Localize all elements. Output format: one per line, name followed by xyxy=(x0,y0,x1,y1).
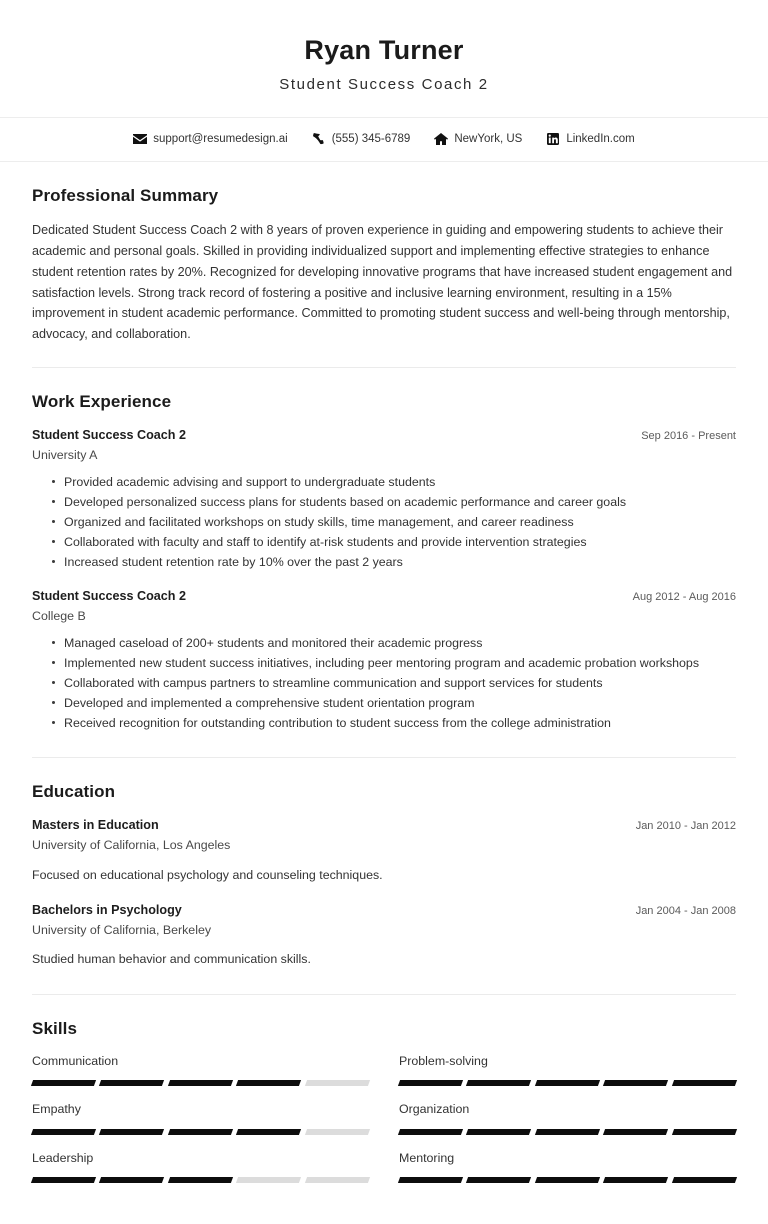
envelope-icon xyxy=(133,133,147,146)
education-entry-date: Jan 2004 - Jan 2008 xyxy=(635,904,736,917)
skill-segment-empty xyxy=(236,1177,302,1183)
work-bullet: Organized and facilitated workshops on study skills, time management, and career readiness xyxy=(54,512,736,532)
section-title-work-experience: Work Experience xyxy=(32,392,172,412)
skill-segment-filled xyxy=(672,1129,738,1135)
work-entry-position: Student Success Coach 2 xyxy=(32,589,186,604)
work-entry-organization: University A xyxy=(32,448,98,463)
contact-phone-label: (555) 345-6789 xyxy=(331,133,411,146)
skill-segment-filled xyxy=(672,1177,738,1183)
skill-segment-filled xyxy=(535,1080,601,1086)
skill-segment-empty xyxy=(305,1080,371,1086)
section-title-skills: Skills xyxy=(32,1019,78,1039)
education-entry-school: University of California, Los Angeles xyxy=(32,838,231,853)
section-skills xyxy=(0,995,768,1224)
skill-segment-filled xyxy=(535,1129,601,1135)
skill-segment-empty xyxy=(305,1129,371,1135)
work-bullet: Collaborated with faculty and staff to identify at-risk students and provide intervention strategies xyxy=(54,532,736,552)
skill-rating-bar xyxy=(32,1177,369,1183)
work-bullet: Implemented new student success initiatives, including peer mentoring program and academic probation workshops xyxy=(54,653,736,673)
skill-rating-bar xyxy=(399,1177,736,1183)
skills-grid xyxy=(32,1053,736,1224)
skill-segment-filled xyxy=(168,1080,234,1086)
work-entry-bullets xyxy=(32,633,736,733)
skill-segment-filled xyxy=(99,1080,165,1086)
education-entry-description: Focused on educational psychology and counseling techniques. xyxy=(32,867,383,882)
skill-item xyxy=(399,1053,736,1101)
education-entry-description: Studied human behavior and communication skills. xyxy=(32,952,311,967)
work-bullet: Provided academic advising and support to undergraduate students xyxy=(54,472,736,492)
skill-label: Mentoring xyxy=(399,1150,455,1165)
education-entry-header xyxy=(32,816,736,835)
linkedin-icon xyxy=(546,133,560,146)
resume-header xyxy=(0,0,768,117)
skill-segment-empty xyxy=(305,1177,371,1183)
skill-rating-bar xyxy=(32,1080,369,1086)
work-entry-header xyxy=(32,587,736,606)
skill-rating-bar xyxy=(32,1129,369,1135)
skill-item xyxy=(399,1101,736,1149)
contact-item-location[interactable] xyxy=(434,133,522,146)
education-entry xyxy=(32,888,736,972)
skill-segment-filled xyxy=(31,1177,97,1183)
professional-summary-text: Dedicated Student Success Coach 2 with 8 years of proven experience in guiding and empowering students to achieve their academic and personal goals. Skilled in providing individualized support and implementing effective strategies to enhance student retention rates by 20%. Recognized for developing innovative programs that have increased student engagement and satisfaction levels. Strong track record of fostering a positive and inclusive learning environment, resulting in a 15% improvement in student academic performance. Committed to promoting student success and well-being through mentorship, advocacy, and collaboration. xyxy=(32,222,733,342)
work-bullet: Developed and implemented a comprehensive student orientation program xyxy=(54,693,736,713)
home-icon xyxy=(434,133,448,146)
contact-bar xyxy=(0,117,768,162)
education-entries xyxy=(32,816,736,994)
contact-item-email[interactable] xyxy=(133,133,287,146)
work-bullet: Increased student retention rate by 10% over the past 2 years xyxy=(54,552,736,572)
skill-rating-bar xyxy=(399,1129,736,1135)
work-entry-date: Aug 2012 - Aug 2016 xyxy=(632,591,736,604)
work-experience-entries xyxy=(32,426,736,757)
skill-segment-filled xyxy=(603,1080,669,1086)
contact-linkedin-label: LinkedIn.com xyxy=(566,133,635,146)
section-work-experience xyxy=(0,368,768,757)
work-bullet: Received recognition for outstanding contribution to student success from the college administration xyxy=(54,713,736,733)
skill-segment-filled xyxy=(603,1129,669,1135)
work-bullet: Managed caseload of 200+ students and monitored their academic progress xyxy=(54,633,736,653)
skill-segment-filled xyxy=(672,1080,738,1086)
skill-segment-filled xyxy=(398,1129,464,1135)
education-entry-degree: Masters in Education xyxy=(32,818,159,833)
skill-segment-filled xyxy=(398,1080,464,1086)
skill-segment-filled xyxy=(168,1129,234,1135)
education-entry-header xyxy=(32,901,736,920)
skill-segment-filled xyxy=(466,1080,532,1086)
contact-location-label: NewYork, US xyxy=(454,133,523,146)
skill-item xyxy=(32,1101,369,1149)
skill-item xyxy=(32,1053,369,1101)
work-entry-organization: College B xyxy=(32,609,86,624)
skill-label: Communication xyxy=(32,1054,119,1069)
skill-item xyxy=(32,1150,369,1198)
phone-icon xyxy=(312,133,326,146)
education-entry-date: Jan 2010 - Jan 2012 xyxy=(635,820,736,833)
skill-label: Empathy xyxy=(32,1102,81,1117)
work-entry-header xyxy=(32,426,736,445)
candidate-job-title: Student Success Coach 2 xyxy=(279,76,489,94)
skill-segment-filled xyxy=(466,1129,532,1135)
work-entry-date: Sep 2016 - Present xyxy=(641,430,736,443)
section-title-professional-summary: Professional Summary xyxy=(32,185,219,205)
contact-item-phone[interactable] xyxy=(312,133,411,146)
skill-segment-filled xyxy=(31,1080,97,1086)
contact-item-linkedin[interactable] xyxy=(546,133,634,146)
skill-segment-filled xyxy=(168,1177,234,1183)
skill-segment-filled xyxy=(99,1129,165,1135)
section-education xyxy=(0,758,768,994)
candidate-name: Ryan Turner xyxy=(304,35,464,65)
education-entry xyxy=(32,816,736,887)
skill-label: Leadership xyxy=(32,1150,94,1165)
skill-rating-bar xyxy=(399,1080,736,1086)
skill-segment-filled xyxy=(236,1129,302,1135)
section-title-education: Education xyxy=(32,782,116,802)
skill-segment-filled xyxy=(398,1177,464,1183)
education-entry-school: University of California, Berkeley xyxy=(32,922,212,937)
work-bullet: Collaborated with campus partners to streamline communication and support services for students xyxy=(54,673,736,693)
skill-segment-filled xyxy=(99,1177,165,1183)
section-professional-summary xyxy=(0,162,768,367)
skill-segment-filled xyxy=(236,1080,302,1086)
skill-segment-filled xyxy=(466,1177,532,1183)
work-entry xyxy=(32,574,736,735)
skill-item xyxy=(399,1150,736,1198)
skill-segment-filled xyxy=(603,1177,669,1183)
work-bullet: Developed personalized success plans for students based on academic performance and career goals xyxy=(54,492,736,512)
education-entry-degree: Bachelors in Psychology xyxy=(32,902,182,917)
skill-label: Problem-solving xyxy=(399,1054,488,1069)
skill-segment-filled xyxy=(535,1177,601,1183)
work-entry xyxy=(32,426,736,574)
skill-label: Organization xyxy=(399,1102,470,1117)
work-entry-position: Student Success Coach 2 xyxy=(32,428,186,443)
skill-segment-filled xyxy=(31,1129,97,1135)
contact-email-label: support@resumedesign.ai xyxy=(153,133,288,146)
work-entry-bullets xyxy=(32,472,736,572)
